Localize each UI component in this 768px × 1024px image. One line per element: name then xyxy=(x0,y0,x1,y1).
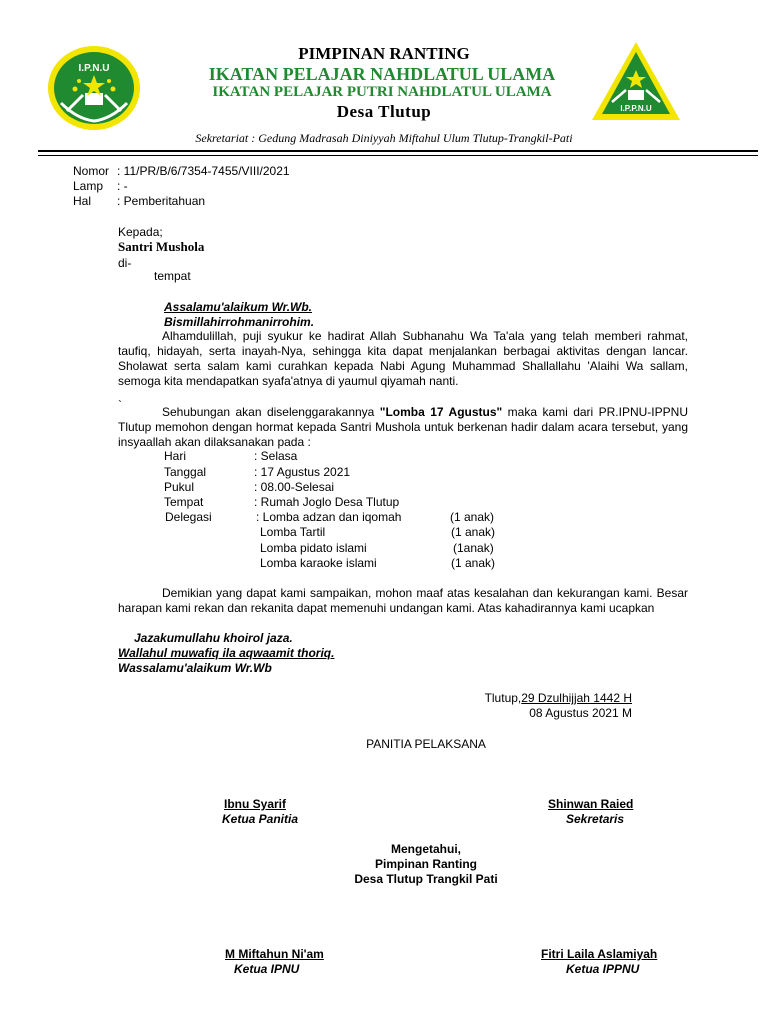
detail-tanggal-value: : 17 Agustus 2021 xyxy=(254,465,351,479)
detail-delegasi-value: : Lomba adzan dan iqomah xyxy=(256,510,402,524)
delegasi-count-2: (1anak) xyxy=(453,541,494,555)
letterhead-desa: Desa Tlutup xyxy=(336,102,432,121)
basmalah: Bismillahirrohmanirrohim. xyxy=(164,315,315,329)
opening-paragraph-text: Alhamdulillah, puji syukur ke hadirat Allah Subhanahu Wa Ta'ala yang telah memberi rahmat, taufiq, hidayah, serta inayah-Nya, sehingga kita dapat menjalankan berbagai aktivitas dengan lancar. Sholawat serta salam kami curahkan kepada Nabi Agung Muhammad Shallallahu 'Alaihi Wa sallam, semoga kita mendapatkan syafa'atnya di yaumul qiyamah nanti. xyxy=(118,329,688,388)
detail-delegasi-label: Delegasi xyxy=(165,510,212,524)
date-place: Tlutup, xyxy=(484,691,522,705)
delegasi-count-1: (1 anak) xyxy=(451,525,496,539)
intro-text-after: maka kami dari PR.IPNU-IPPNU Tlutup memohon dengan hormat kepada Santri Mushola untuk berkenan hadir dalam acara tersebut, yang insyaallah akan dilaksanakan pada : xyxy=(118,405,688,449)
detail-pukul-label: Pukul xyxy=(164,480,195,494)
nomor-label: Nomor xyxy=(73,164,110,178)
pimpinan-ranting: Pimpinan Ranting xyxy=(375,857,477,871)
intro-text-before: Sehubungan akan diselenggarakannya xyxy=(162,405,380,419)
detail-pukul-value: : 08.00-Selesai xyxy=(254,480,335,494)
letterhead-rule-thin xyxy=(38,155,758,156)
letterhead-ipnu: IKATAN PELAJAR NAHDLATUL ULAMA xyxy=(208,64,556,84)
ketua-ipnu-name: M Miftahun Ni'am xyxy=(225,947,324,961)
panitia-title: PANITIA PELAKSANA xyxy=(366,737,486,751)
detail-tanggal-label: Tanggal xyxy=(164,465,207,479)
delegasi-count-0: (1 anak) xyxy=(450,510,495,524)
event-name: "Lomba 17 Agustus" xyxy=(379,405,503,419)
ipnu-logo-text: I.P.N.U xyxy=(78,63,110,74)
date-masehi: 08 Agustus 2021 M xyxy=(529,706,632,720)
letterhead-sekretariat: Sekretariat : Gedung Madrasah Diniyyah Miftahul Ulum Tlutup-Trangkil-Pati xyxy=(195,131,573,145)
delegasi-count-3: (1 anak) xyxy=(451,556,496,570)
lamp-value: : - xyxy=(117,179,128,193)
kepada-label: Kepada; xyxy=(118,225,163,239)
lamp-label: Lamp xyxy=(73,179,104,193)
date-hijri: 29 Dzulhijjah 1442 H xyxy=(521,691,632,705)
detail-tempat-value: : Rumah Joglo Desa Tlutup xyxy=(254,495,400,509)
salam-opening: Assalamu'alaikum Wr.Wb. xyxy=(164,300,313,314)
nomor-value: : 11/PR/B/6/7354-7455/VIII/2021 xyxy=(117,164,290,178)
intro-paragraph xyxy=(118,405,688,450)
desa-line: Desa Tlutup Trangkil Pati xyxy=(354,872,498,886)
hal-value: : Pemberitahuan xyxy=(117,194,206,208)
wallahul: Wallahul muwafiq ila aqwaamit thoriq. xyxy=(118,646,335,660)
sekretaris-role: Sekretaris xyxy=(566,812,625,826)
ketua-ippnu-role: Ketua IPPNU xyxy=(566,962,640,976)
hal-label: Hal xyxy=(73,194,92,208)
ippnu-logo-text: I.P.P.N.U xyxy=(620,104,652,113)
stray-mark: ` xyxy=(118,398,122,412)
ketua-ippnu-name: Fitri Laila Aslamiyah xyxy=(541,947,658,961)
mengetahui: Mengetahui, xyxy=(390,842,461,856)
recipient-tempat: tempat xyxy=(154,269,191,283)
detail-tempat-label: Tempat xyxy=(164,495,204,509)
detail-hari-label: Hari xyxy=(164,449,187,463)
recipient-name: Santri Mushola xyxy=(118,239,205,254)
detail-hari-value: : Selasa xyxy=(254,449,298,463)
letterhead-ippnu: IKATAN PELAJAR PUTRI NAHDLATUL ULAMA xyxy=(212,84,552,100)
jazakum: Jazakumullahu khoirol jaza. xyxy=(134,631,293,645)
ketua-panitia-name: Ibnu Syarif xyxy=(223,797,286,811)
delegasi-name-2: Lomba pidato islami xyxy=(260,541,367,555)
wassalam: Wassalamu'alaikum Wr.Wb xyxy=(118,661,272,675)
delegasi-name-3: Lomba karaoke islami xyxy=(260,556,377,570)
ketua-panitia-role: Ketua Panitia xyxy=(221,812,299,826)
closing-paragraph xyxy=(118,586,688,616)
date-line xyxy=(440,691,632,706)
closing-paragraph-text: Demikian yang dapat kami sampaikan, mohon maaf atas kesalahan dan kekurangan kami. Besar harapan kami rekan dan rekanita dapat memenuhi undangan kami. Atas kahadirannya kami ucapkan xyxy=(118,586,688,615)
recipient-di: di- xyxy=(118,256,132,270)
delegasi-name-1: Lomba Tartil xyxy=(260,525,326,539)
letterhead-rule-thick xyxy=(38,150,758,152)
ketua-ipnu-role: Ketua IPNU xyxy=(234,962,300,976)
letterhead-title: PIMPINAN RANTING xyxy=(298,44,470,63)
sekretaris-name: Shinwan Raied xyxy=(548,797,634,811)
opening-paragraph xyxy=(118,329,688,389)
